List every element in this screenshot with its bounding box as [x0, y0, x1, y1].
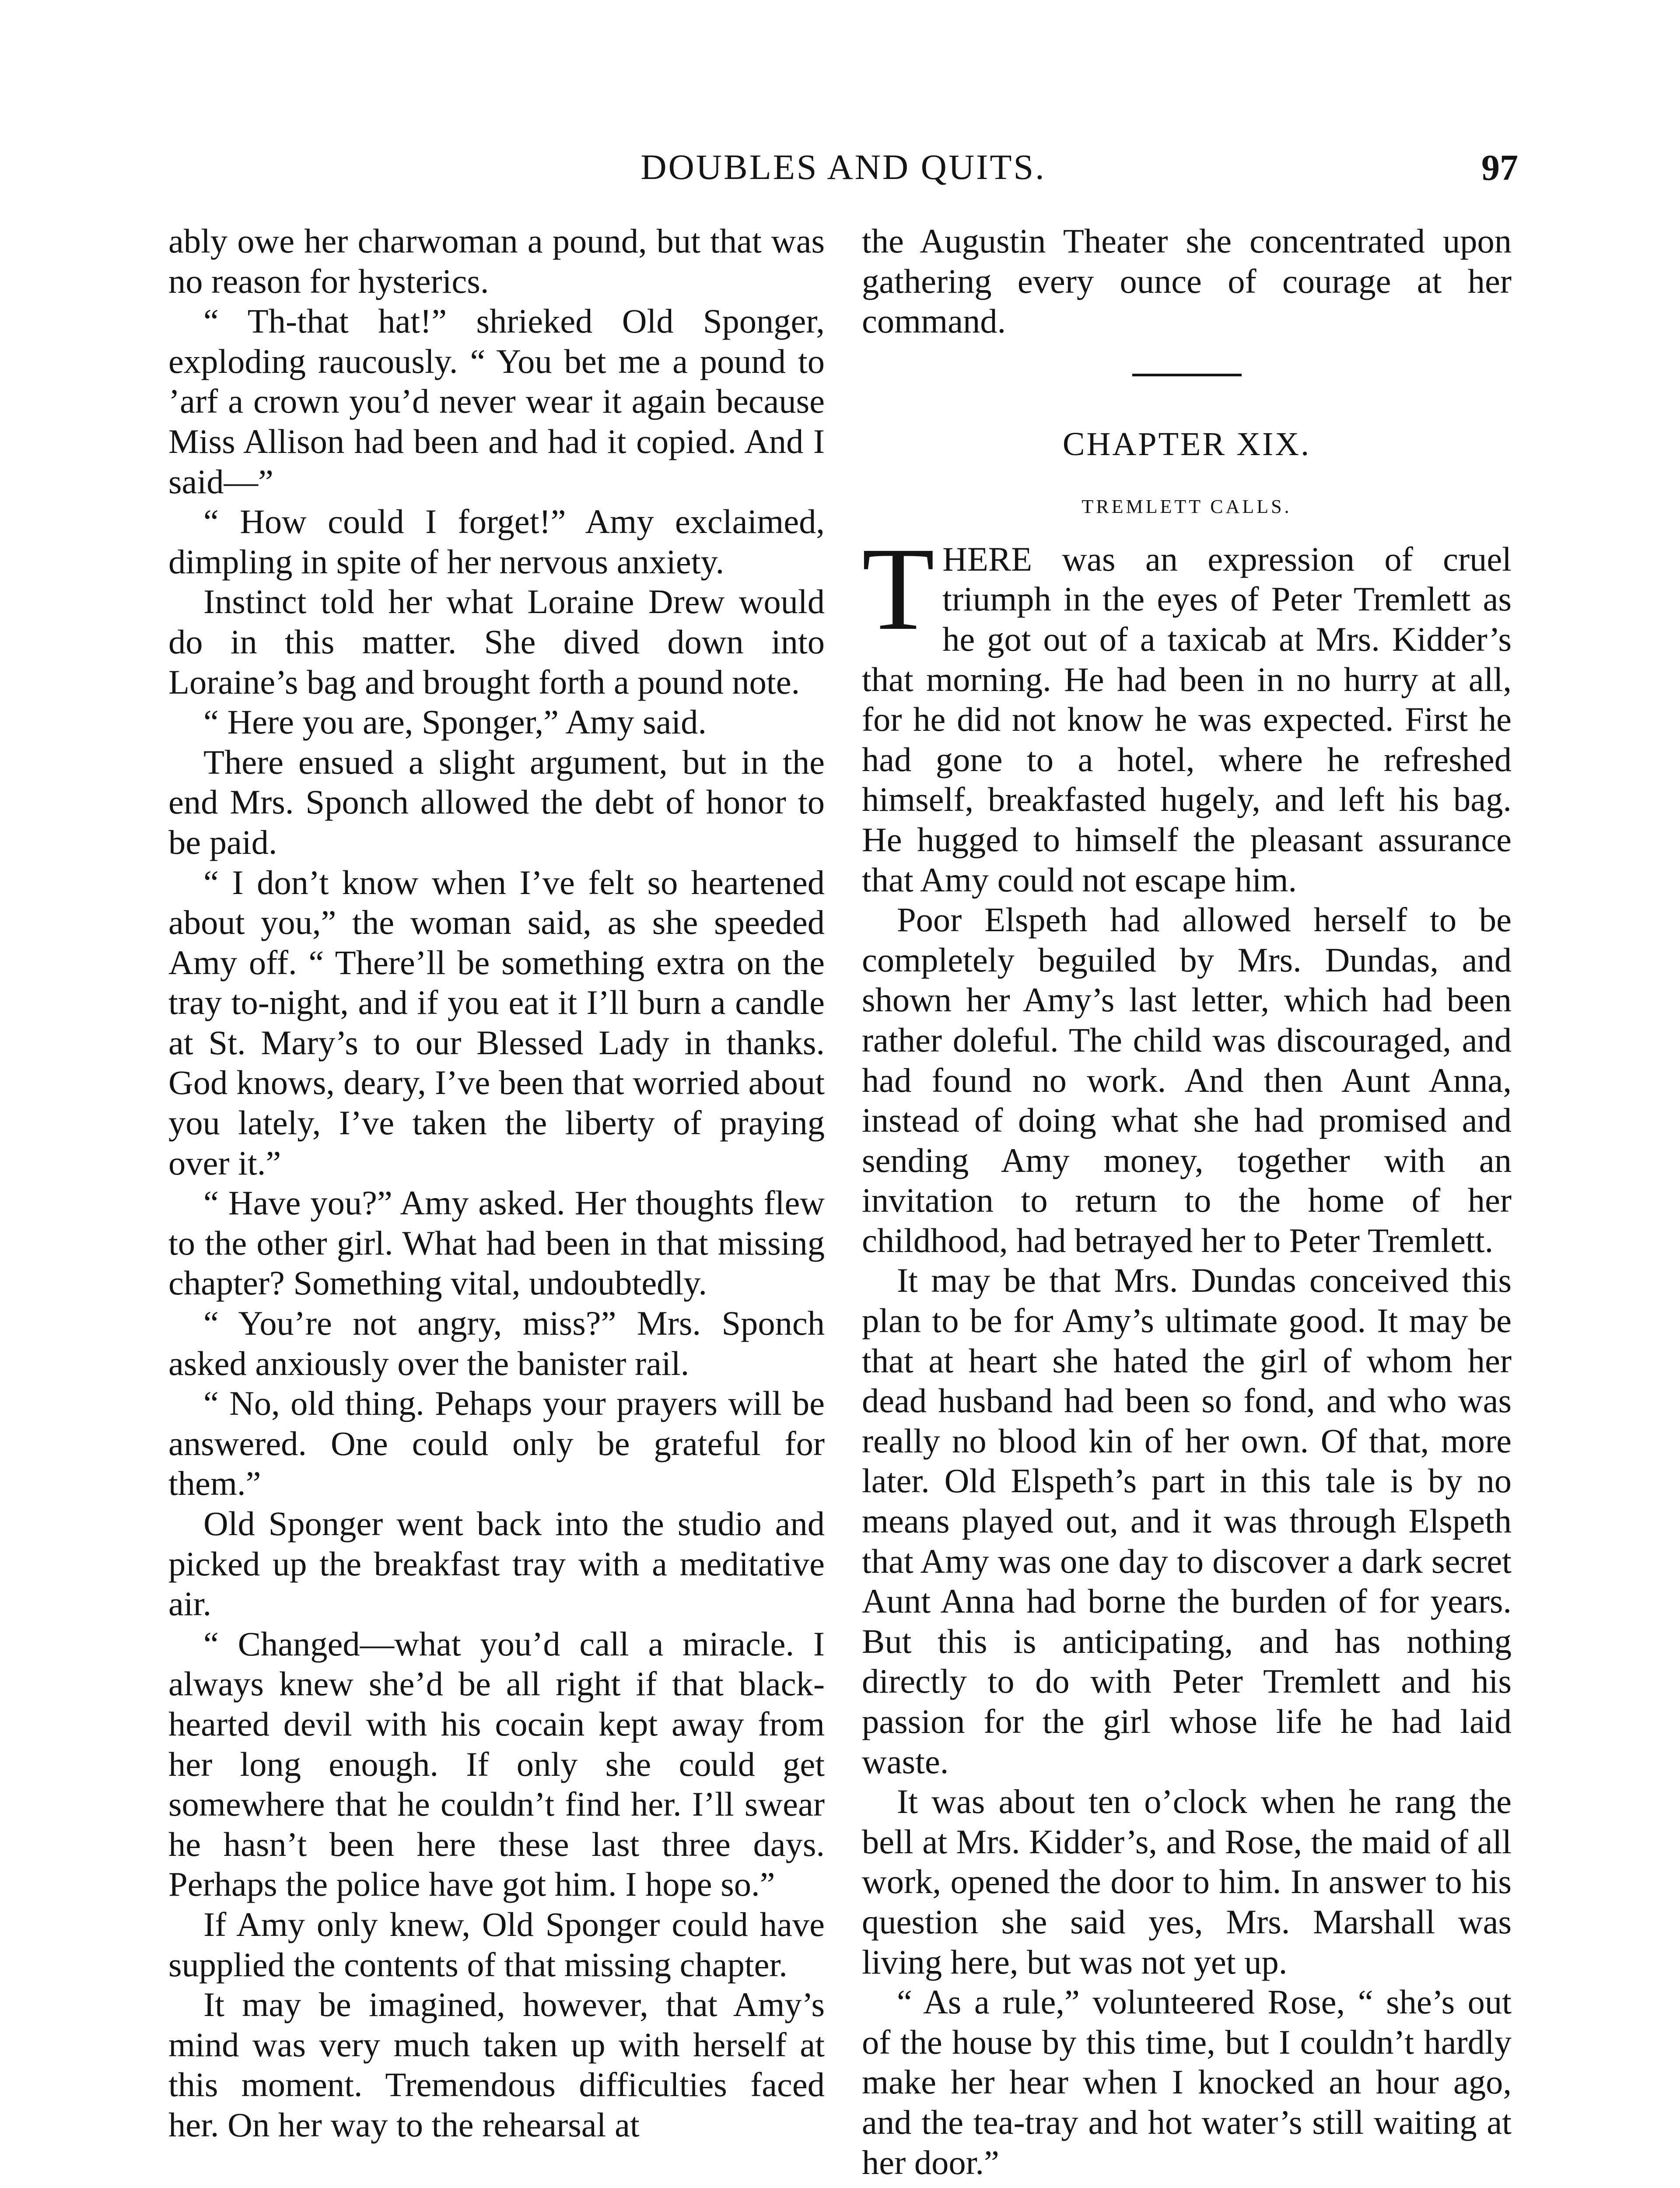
paragraph: “ How could I forget!” Amy exclaimed, dimpling in spite of her nervous anxiety.	[168, 502, 825, 581]
paragraph: It may be that Mrs. Dundas conceived this plan to be for Amy’s ultimate good. It may be that at heart she hated the girl of whom her dead husband had been so fond, and who was really no blood kin of her own. Of that, more later. Old Elspeth’s part in this tale is by no means played out, and it was through Elspeth that Amy was one day to discover a dark secret Aunt Anna had borne the burden of for years. But this is anticipating, and has nothing directly to do with Peter Tremlett and his passion for the girl whose life he had laid waste.	[862, 1261, 1512, 1781]
paragraph: Instinct told her what Loraine Drew would do in this matter. She dived down into Loraine’s bag and brought forth a pound note.	[168, 582, 825, 701]
opening-text: HERE was an expression of cruel triumph in the eyes of Peter Tremlett as he got out of a taxicab at Mrs. Kidder’s that morning. He had been in no hurry at all, for he did not know he was expected. First he had gone to a hotel, where he refreshed himself, breakfasted hugely, and left his bag. He hugged to himself the pleasant assurance that Amy could not escape him.	[862, 540, 1512, 899]
paragraph: If Amy only knew, Old Sponger could have supplied the contents of that missing chapter.	[168, 1905, 825, 1984]
paragraph: the Augustin Theater she concentrated upon gathering every ounce of courage at her command.	[862, 222, 1512, 340]
paragraph: It was about ten o’clock when he rang the bell at Mrs. Kidder’s, and Rose, the maid of all work, opened the door to him. In answer to his question she said yes, Mrs. Marshall was living here, but was not yet up.	[862, 1782, 1512, 1981]
paragraph: “ You’re not angry, miss?” Mrs. Sponch asked anxiously over the banister rail.	[168, 1304, 825, 1382]
paragraph: Poor Elspeth had allowed herself to be completely beguiled by Mrs. Dundas, and shown her Amy’s last letter, which had been rather doleful. The child was discouraged, and had found no work. And then Aunt Anna, instead of doing what she had promised and sending Amy money, together with an invitation to return to the home of her childhood, had betrayed her to Peter Tremlett.	[862, 901, 1512, 1259]
paragraph: It may be imagined, however, that Amy’s mind was very much taken up with herself at this moment. Tremendous difficulties faced her. On her way to the rehearsal at	[168, 1985, 825, 2144]
running-header	[168, 147, 1518, 199]
section-divider	[1132, 374, 1242, 376]
right-column	[862, 221, 1512, 2182]
paragraph: Old Sponger went back into the studio and picked up the breakfast tray with a meditative air.	[168, 1504, 825, 1623]
drop-cap: T	[862, 522, 935, 655]
chapter-opening-paragraph	[862, 522, 1512, 900]
chapter-subtitle: TREMLETT CALLS.	[1082, 495, 1292, 517]
left-column	[168, 221, 825, 2145]
paragraph: “ Here you are, Sponger,” Amy said.	[203, 703, 707, 741]
paragraph: There ensued a slight argument, but in the end Mrs. Sponch allowed the debt of honor to be paid.	[168, 743, 825, 861]
chapter-heading: CHAPTER XIX.	[1062, 425, 1311, 463]
paragraph: “ I don’t know when I’ve felt so heartened about you,” the woman said, as she speeded Amy off. “ There’ll be something extra on the tray to-night, and if you eat it I’ll burn a candle at St. Mary’s to our Blessed Lady in thanks. God knows, deary, I’ve been that worried about you lately, I’ve taken the liberty of praying over it.”	[168, 863, 825, 1182]
paragraph: “ Th-that hat!” shrieked Old Sponger, exploding raucously. “ You bet me a pound to ’arf a crown you’d never wear it again because Miss Allison had been and had it copied. And I said—”	[168, 302, 825, 501]
paragraph: “ Have you?” Amy asked. Her thoughts flew to the other girl. What had been in that missing chapter? Something vital, undoubtedly.	[168, 1184, 825, 1302]
paragraph: “ Changed—what you’d call a miracle. I always knew she’d be all right if that black-hearted devil with his cocain kept away from her long enough. If only she could get somewhere that he couldn’t find her. I’ll swear he hasn’t been here these last three days. Perhaps the police have got him. I hope so.”	[168, 1624, 825, 1904]
paragraph: “ No, old thing. Pehaps your prayers will be answered. One could only be grateful for them.”	[168, 1384, 825, 1503]
paragraph: “ As a rule,” volunteered Rose, “ she’s out of the house by this time, but I couldn’t hardly make her hear when I knocked an hour ago, and the tea-tray and hot water’s still waiting at her door.”	[862, 1983, 1512, 2181]
running-title: DOUBLES AND QUITS.	[640, 147, 1046, 187]
paragraph: ably owe her charwoman a pound, but that was no reason for hysterics.	[168, 222, 825, 300]
page-number: 97	[1481, 147, 1518, 188]
